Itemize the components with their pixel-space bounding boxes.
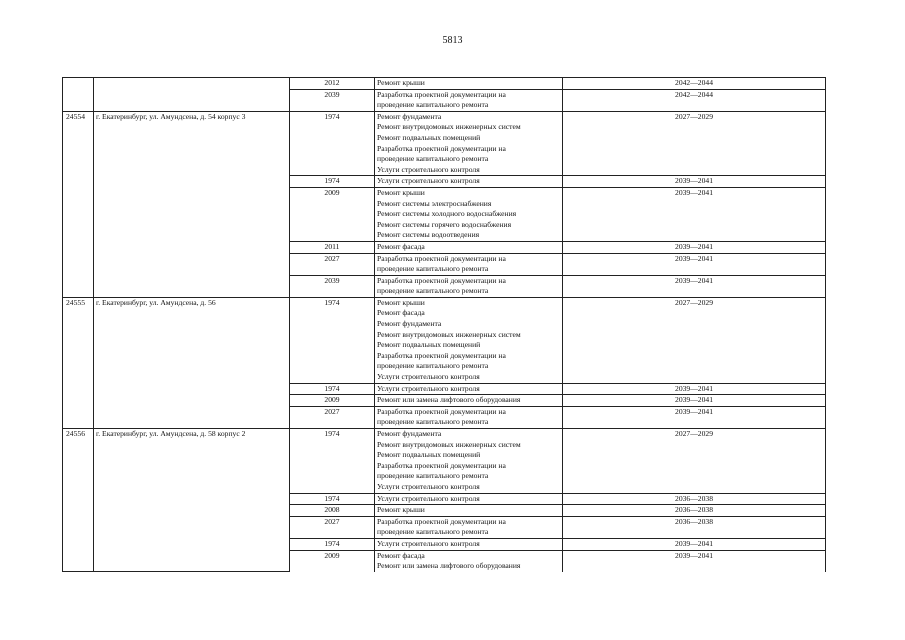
- period-cell: 2039—2041: [563, 253, 826, 275]
- work-list: [375, 297, 563, 383]
- period-cell: 2027—2029: [563, 429, 826, 494]
- work-list: [375, 253, 563, 275]
- work-item: Ремонт фасада: [377, 241, 425, 251]
- work-list: [375, 516, 563, 538]
- work-item: Разработка проектной документации на: [377, 253, 506, 263]
- work-item: Ремонт системы горячего водоснабжения: [377, 219, 512, 229]
- building-number: 24554: [63, 111, 94, 297]
- work-item: проведение капитального ремонта: [377, 264, 489, 274]
- work-item: Ремонт внутридомовых инженерных систем: [377, 122, 521, 132]
- period-cell: 2042—2044: [563, 89, 826, 111]
- year-cell: 2027: [290, 516, 375, 538]
- work-item: Разработка проектной документации на: [377, 89, 506, 99]
- year-cell: 1974: [290, 493, 375, 505]
- work-list: [375, 383, 563, 395]
- work-item: Услуги строительного контроля: [377, 176, 480, 186]
- building-address: [94, 78, 290, 112]
- year-cell: 1974: [290, 297, 375, 383]
- work-item: Ремонт фундамента: [377, 111, 442, 121]
- building-number: 24555: [63, 297, 94, 428]
- work-item: Ремонт или замена лифтового оборудования: [377, 395, 521, 405]
- work-item: Услуги строительного контроля: [377, 538, 480, 548]
- period-cell: 2039—2041: [563, 187, 826, 241]
- period-cell: 2039—2041: [563, 395, 826, 407]
- period-cell: 2039—2041: [563, 406, 826, 428]
- work-list: [375, 78, 563, 90]
- work-item: Разработка проектной документации на: [377, 350, 506, 360]
- work-item: Услуги строительного контроля: [377, 481, 480, 491]
- work-item: Ремонт подвальных помещений: [377, 132, 481, 142]
- year-cell: 1974: [290, 383, 375, 395]
- period-cell: 2036—2038: [563, 516, 826, 538]
- work-item: Ремонт внутридомовых инженерных систем: [377, 439, 521, 449]
- table-row: [63, 429, 826, 494]
- period-cell: 2036—2038: [563, 505, 826, 517]
- period-cell: 2039—2041: [563, 383, 826, 395]
- building-number: 24556: [63, 429, 94, 572]
- work-list: [375, 406, 563, 428]
- work-item: проведение капитального ремонта: [377, 100, 489, 110]
- period-cell: 2042—2044: [563, 78, 826, 90]
- work-item: проведение капитального ремонта: [377, 286, 489, 296]
- work-item: Услуги строительного контроля: [377, 383, 480, 393]
- year-cell: 2011: [290, 241, 375, 253]
- work-item: Ремонт подвальных помещений: [377, 340, 481, 350]
- work-item: Разработка проектной документации на: [377, 516, 506, 526]
- work-list: [375, 493, 563, 505]
- building-number: [63, 78, 94, 112]
- period-cell: 2039—2041: [563, 275, 826, 297]
- work-list: [375, 176, 563, 188]
- year-cell: 1974: [290, 176, 375, 188]
- work-item: Ремонт подвальных помещений: [377, 450, 481, 460]
- year-cell: 2009: [290, 395, 375, 407]
- capital-repair-table: [62, 77, 826, 572]
- work-item: Ремонт крыши: [377, 505, 425, 515]
- work-item: Ремонт крыши: [377, 297, 425, 307]
- work-item: проведение капитального ремонта: [377, 471, 489, 481]
- work-list: [375, 505, 563, 517]
- work-list: [375, 550, 563, 572]
- work-item: проведение капитального ремонта: [377, 417, 489, 427]
- work-list: [375, 241, 563, 253]
- period-cell: 2027—2029: [563, 111, 826, 176]
- period-cell: 2039—2041: [563, 241, 826, 253]
- building-address: г. Екатеринбург, ул. Амундсена, д. 54 корпус 3: [94, 111, 290, 297]
- table-body: [63, 78, 826, 572]
- period-cell: 2027—2029: [563, 297, 826, 383]
- work-list: [375, 395, 563, 407]
- work-item: Услуги строительного контроля: [377, 372, 480, 382]
- work-item: проведение капитального ремонта: [377, 361, 489, 371]
- year-cell: 1974: [290, 538, 375, 550]
- work-item: Ремонт системы электроснабжения: [377, 198, 492, 208]
- work-list: [375, 275, 563, 297]
- work-item: Разработка проектной документации на: [377, 143, 506, 153]
- work-item: Ремонт фасада: [377, 550, 425, 560]
- work-item: Услуги строительного контроля: [377, 493, 480, 503]
- table-row: [63, 111, 826, 176]
- work-item: проведение капитального ремонта: [377, 527, 489, 537]
- year-cell: 2039: [290, 89, 375, 111]
- work-item: Ремонт или замена лифтового оборудования: [377, 561, 521, 571]
- work-item: Ремонт системы водоотведения: [377, 230, 480, 240]
- year-cell: 2027: [290, 406, 375, 428]
- year-cell: 2008: [290, 505, 375, 517]
- period-cell: 2039—2041: [563, 176, 826, 188]
- work-item: Разработка проектной документации на: [377, 406, 506, 416]
- work-list: [375, 187, 563, 241]
- period-cell: 2039—2041: [563, 538, 826, 550]
- year-cell: 1974: [290, 429, 375, 494]
- building-address: г. Екатеринбург, ул. Амундсена, д. 58 корпус 2: [94, 429, 290, 572]
- period-cell: 2036—2038: [563, 493, 826, 505]
- work-list: [375, 89, 563, 111]
- year-cell: 2039: [290, 275, 375, 297]
- work-list: [375, 111, 563, 176]
- table-row: [63, 78, 826, 90]
- page-number: 5813: [442, 35, 463, 46]
- year-cell: 1974: [290, 111, 375, 176]
- work-list: [375, 538, 563, 550]
- work-item: Ремонт крыши: [377, 187, 425, 197]
- building-address: г. Екатеринбург, ул. Амундсена, д. 56: [94, 297, 290, 428]
- work-list: [375, 429, 563, 494]
- year-cell: 2009: [290, 187, 375, 241]
- work-item: Разработка проектной документации на: [377, 460, 506, 470]
- table-row: [63, 297, 826, 383]
- work-item: Ремонт фундамента: [377, 319, 442, 329]
- work-item: проведение капитального ремонта: [377, 154, 489, 164]
- work-item: Услуги строительного контроля: [377, 164, 480, 174]
- work-item: Ремонт системы холодного водоснабжения: [377, 209, 517, 219]
- work-item: Ремонт фасада: [377, 308, 425, 318]
- period-cell: 2039—2041: [563, 550, 826, 572]
- work-item: Разработка проектной документации на: [377, 275, 506, 285]
- year-cell: 2027: [290, 253, 375, 275]
- work-item: Ремонт фундамента: [377, 429, 442, 438]
- year-cell: 2012: [290, 78, 375, 90]
- year-cell: 2009: [290, 550, 375, 572]
- work-item: Ремонт внутридомовых инженерных систем: [377, 329, 521, 339]
- work-item: Ремонт крыши: [377, 78, 425, 87]
